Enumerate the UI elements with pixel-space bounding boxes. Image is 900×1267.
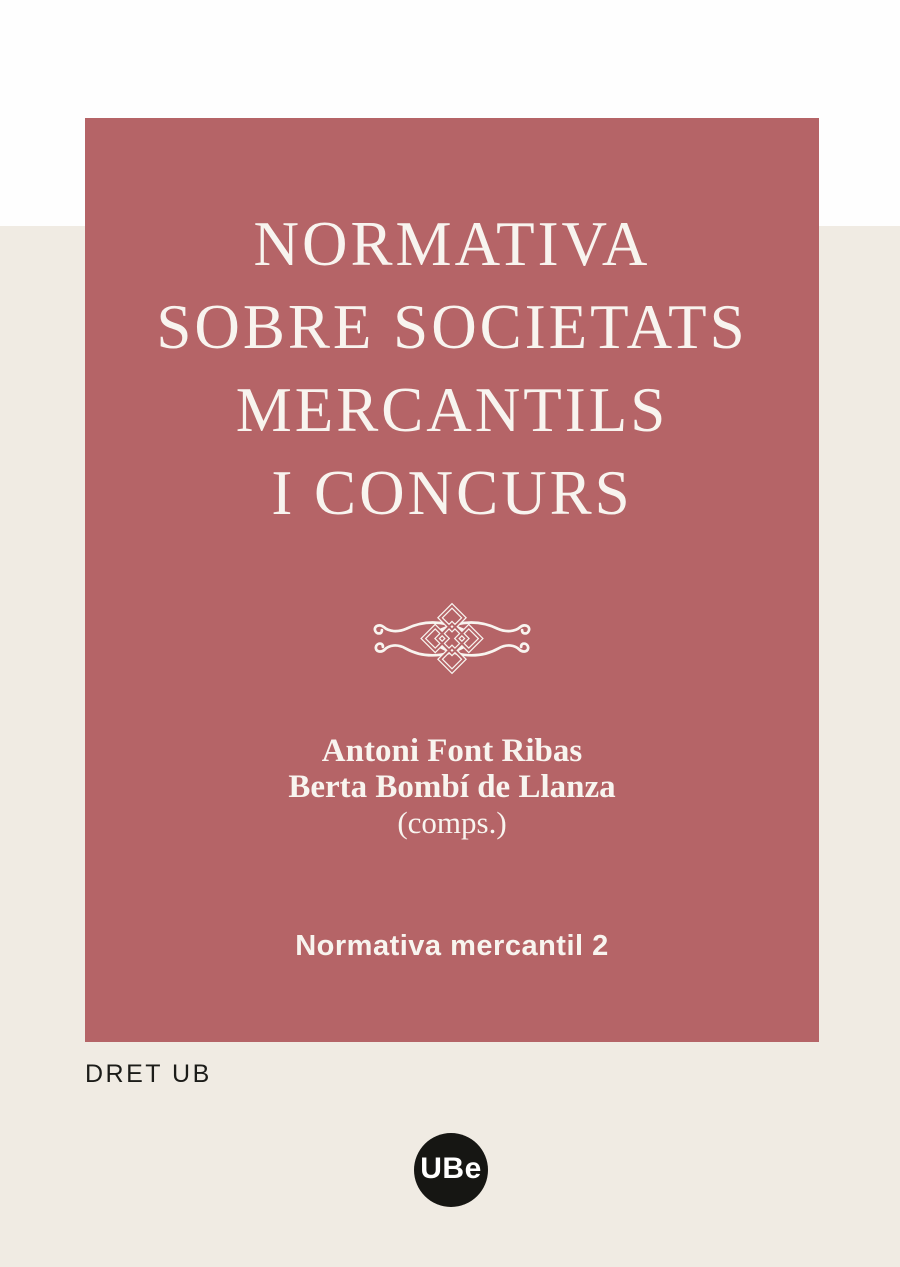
book-title: [85, 203, 819, 535]
title-line: I CONCURS: [271, 458, 633, 528]
authors-block: [85, 733, 819, 841]
title-line: MERCANTILS: [235, 375, 669, 445]
series-label: Normativa mercantil 2: [295, 930, 609, 962]
author-name: Berta Bombí de Llanza: [288, 769, 616, 805]
publisher-logo: [414, 1133, 488, 1207]
title-line: NORMATIVA: [253, 209, 651, 279]
author-name: Antoni Font Ribas: [321, 733, 583, 769]
publisher-logo-text: UBe: [420, 1152, 482, 1185]
compilers-note: (comps.): [397, 805, 507, 840]
flourish-ornament-icon: [368, 600, 536, 679]
collection-label: DRET UB: [85, 1060, 212, 1088]
title-line: SOBRE SOCIETATS: [156, 292, 748, 362]
cover-panel: [85, 118, 819, 1042]
